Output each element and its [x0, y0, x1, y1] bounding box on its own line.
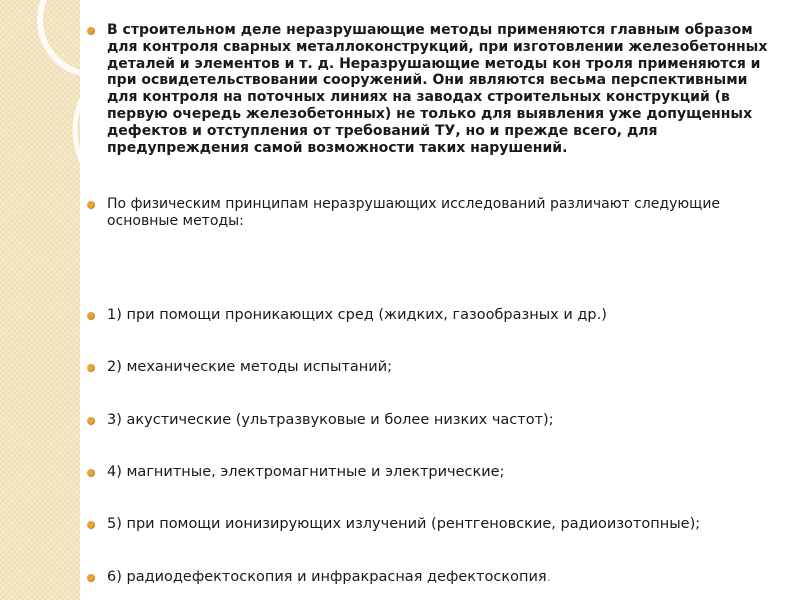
methods-intro-item — [85, 196, 780, 230]
method-text-row — [107, 568, 551, 586]
slide-content — [85, 22, 780, 230]
list-item — [85, 463, 505, 481]
bullet-icon — [87, 27, 95, 35]
bullet-icon — [87, 574, 95, 582]
list-item — [85, 411, 554, 429]
bullet-icon — [87, 417, 95, 425]
method-text: 5) при помощи ионизирующих излучений (рентгеновские, радиоизотопные); — [107, 516, 701, 532]
bullet-icon — [87, 312, 95, 320]
list-item — [85, 568, 551, 586]
bullet-icon — [87, 469, 95, 477]
intro-paragraph-item — [85, 22, 780, 156]
list-item — [85, 515, 700, 533]
bullet-icon — [87, 201, 95, 209]
trailing-period: . — [546, 569, 552, 585]
bullet-icon — [87, 521, 95, 529]
methods-intro: По физическим принципам неразрушающих исследований различают следующие основные методы: — [107, 196, 721, 230]
method-text: 6) радиодефектоскопия и инфракрасная дефектоскопия — [107, 569, 547, 585]
method-text: 4) магнитные, электромагнитные и электрические; — [107, 464, 505, 480]
method-text: 1) при помощи проникающих сред (жидких, газообразных и др.) — [107, 307, 607, 323]
method-text: 2) механические методы испытаний; — [107, 359, 393, 375]
bullet-icon — [87, 364, 95, 372]
method-text: 3) акустические (ультразвуковые и более низких частот); — [107, 412, 554, 428]
list-item — [85, 358, 392, 376]
intro-paragraph: В строительном деле неразрушающие методы применяются главным образом для контроля сварных металлоконструкций, при изготовлении железобетонных деталей и элементов и т. д. Неразрушающие методы кон троля применяются и при освидетельствовании сооружений. Они являются весьма перспективными для контроля на поточных линиях на заводах строительных конструкций (в первую очередь железобетонных) не только для выявления уже допущенных дефектов и отступления от требований ТУ, но и прежде всего, для предупреждения самой возможности таких нарушений. — [107, 22, 768, 156]
list-item — [85, 306, 607, 324]
